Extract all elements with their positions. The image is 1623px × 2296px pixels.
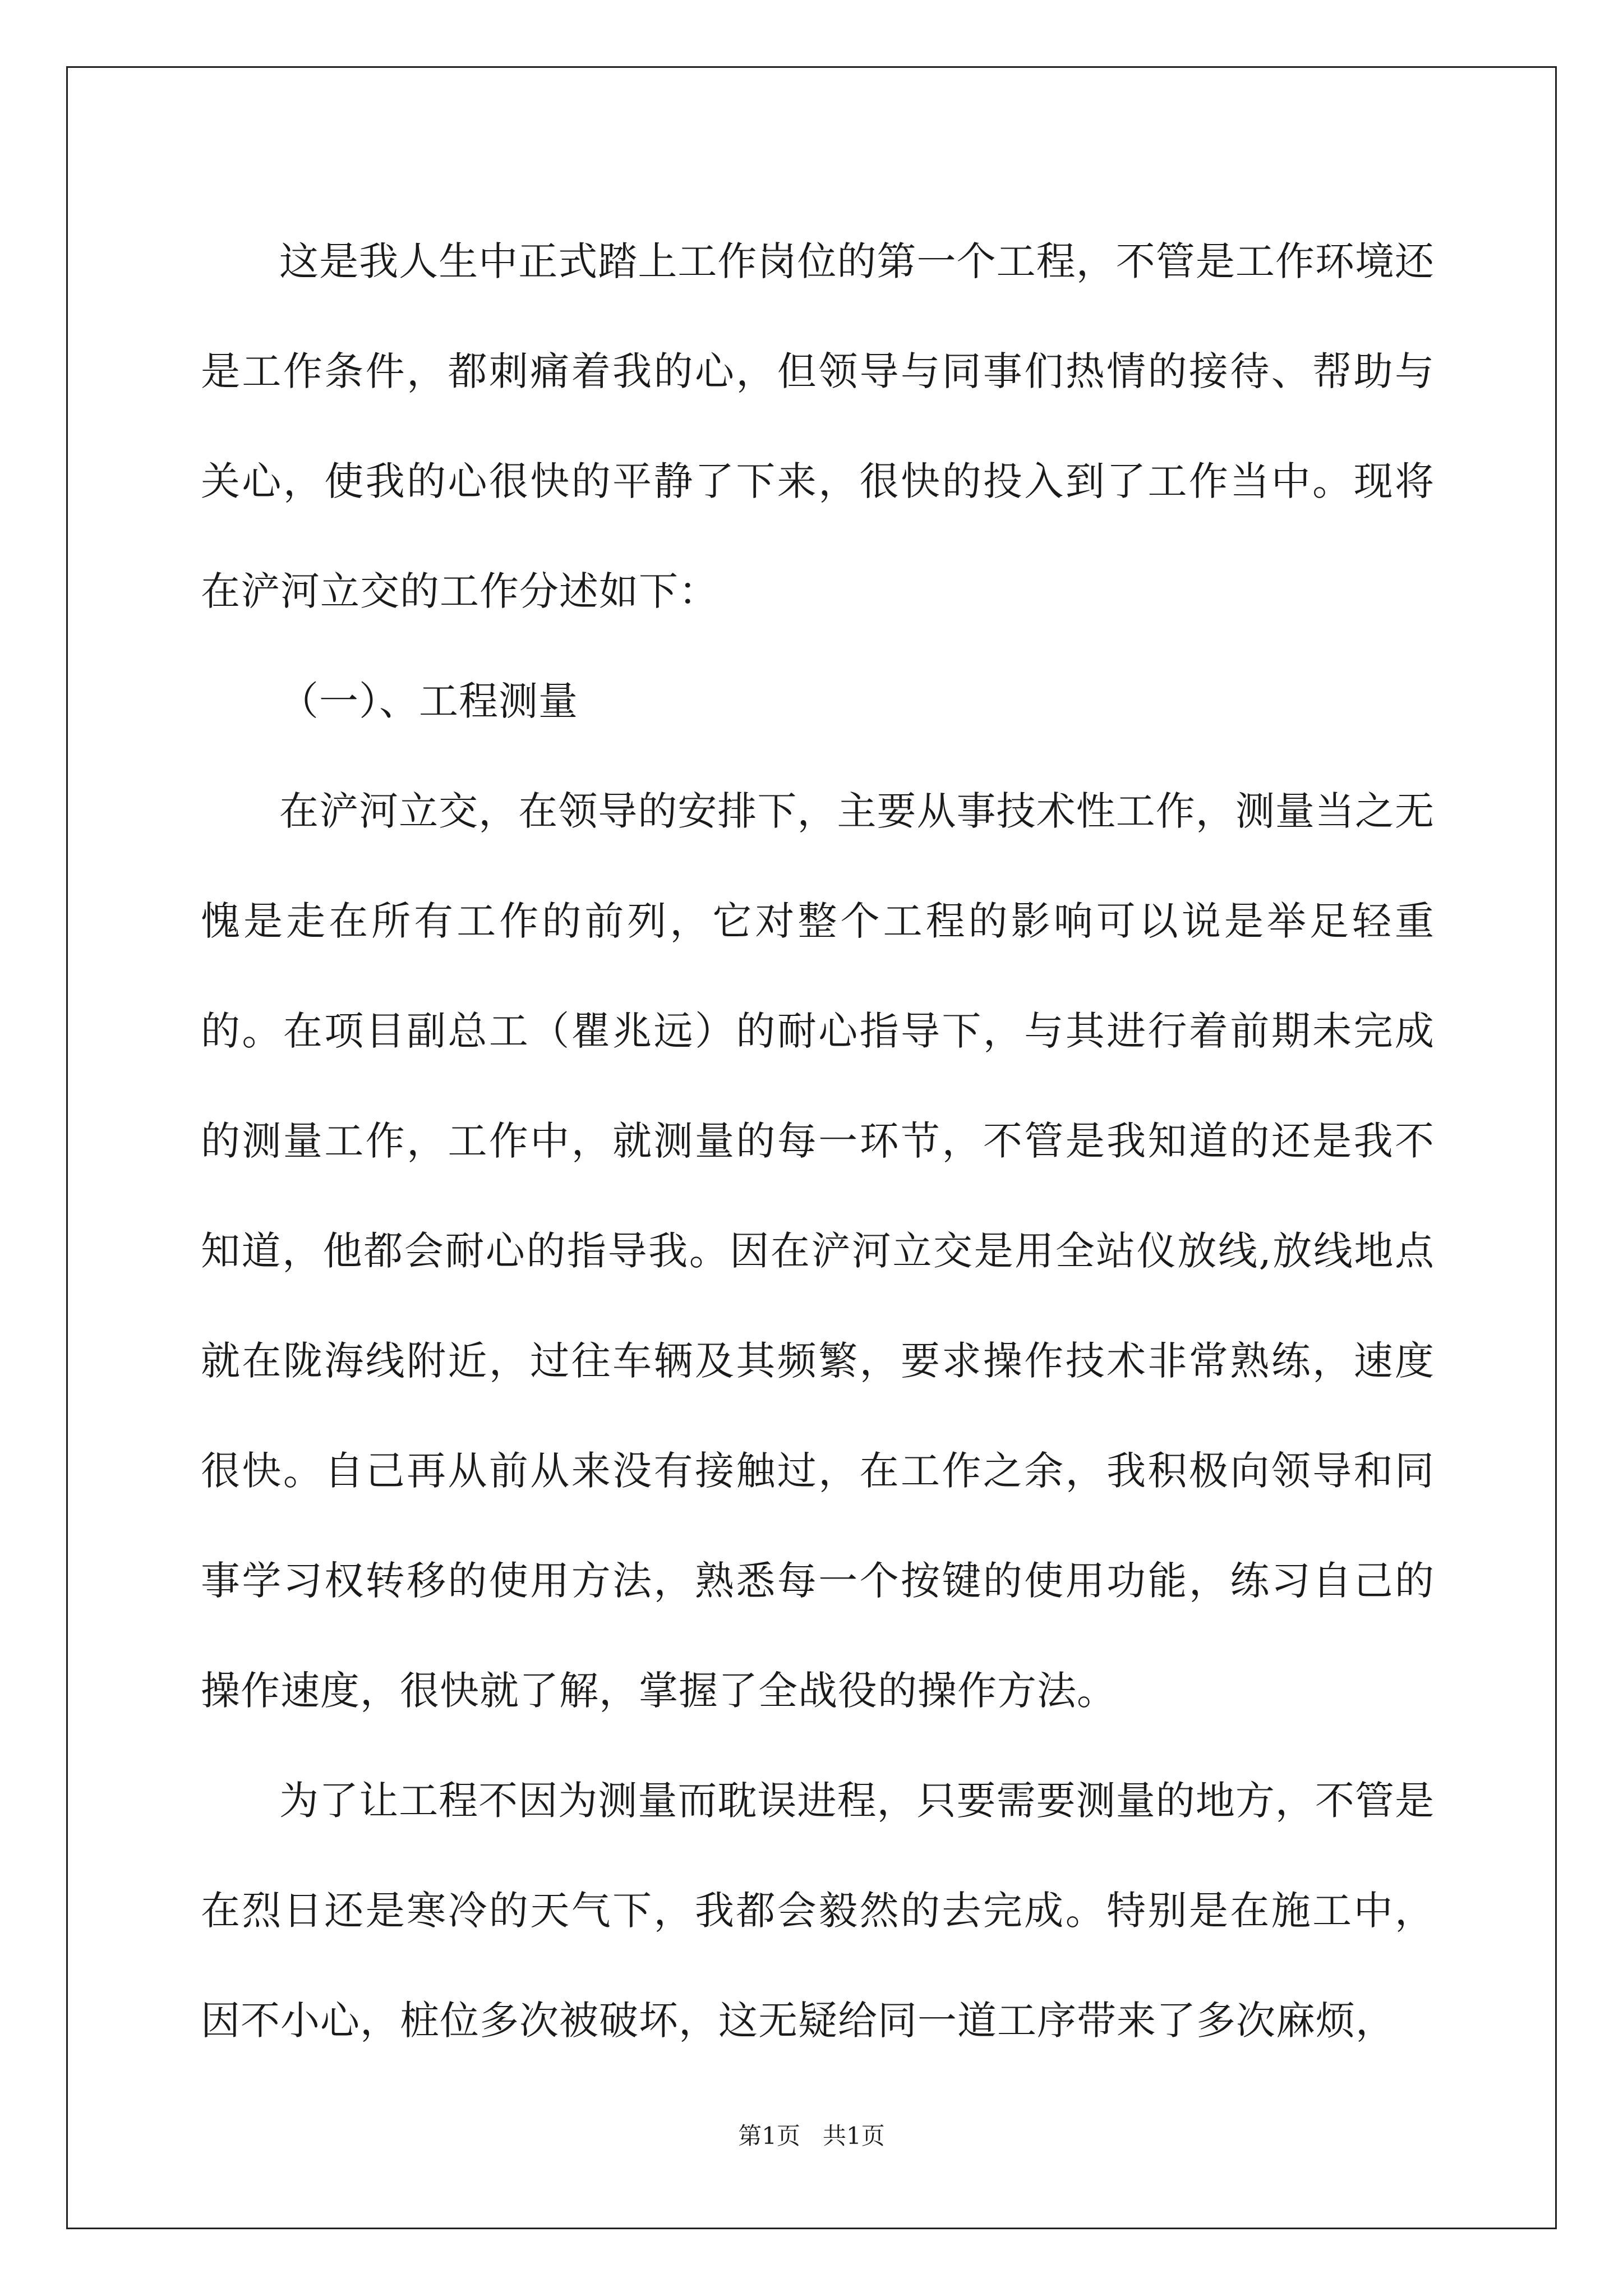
paragraph-survey-work: 在浐河立交，在领导的安排下，主要从事技术性工作，测量当之无愧是走在所有工作的前列，它对整个工程的影响可以说是举足轻重的。在项目副总工（瞿兆远）的耐心指导下，与其进行着前期未完成的测量工作，工作中，就测量的每一环节，不管是我知道的还是我不知道，他都会耐心的指导我。因在浐河立交是用全站仪放线,放线地点就在陇海线附近，过往车辆及其频繁，要求操作技术非常熟练，速度很快。自己再从前从来没有接触过，在工作之余，我积极向领导和同事学习权转移的使用方法，熟悉每一个按键的使用功能，练习自己的操作速度，很快就了解，掌握了全战役的操作方法。 — [201, 788, 1435, 1714]
paragraph-survey-effort: 为了让工程不因为测量而耽误进程，只要需要测量的地方，不管是在烈日还是寒冷的天气下，我都会毅然的去完成。特别是在施工中，因不小心，桩位多次被破坏，这无疑给同一道工序带来了多次麻烦， — [201, 1778, 1435, 2044]
section-heading: （一）、工程测量 — [279, 678, 578, 724]
paragraph-intro: 这是我人生中正式踏上工作岗位的第一个工程，不管是工作环境还是工作条件，都刺痛着我的心，但领导与同事们热情的接待、帮助与关心，使我的心很快的平静了下来，很快的投入到了工作当中。现将在浐河立交的工作分述如下： — [201, 238, 1435, 614]
document-body — [201, 206, 1435, 2076]
page-number-footer: 第1页 共1页 — [738, 2122, 885, 2150]
